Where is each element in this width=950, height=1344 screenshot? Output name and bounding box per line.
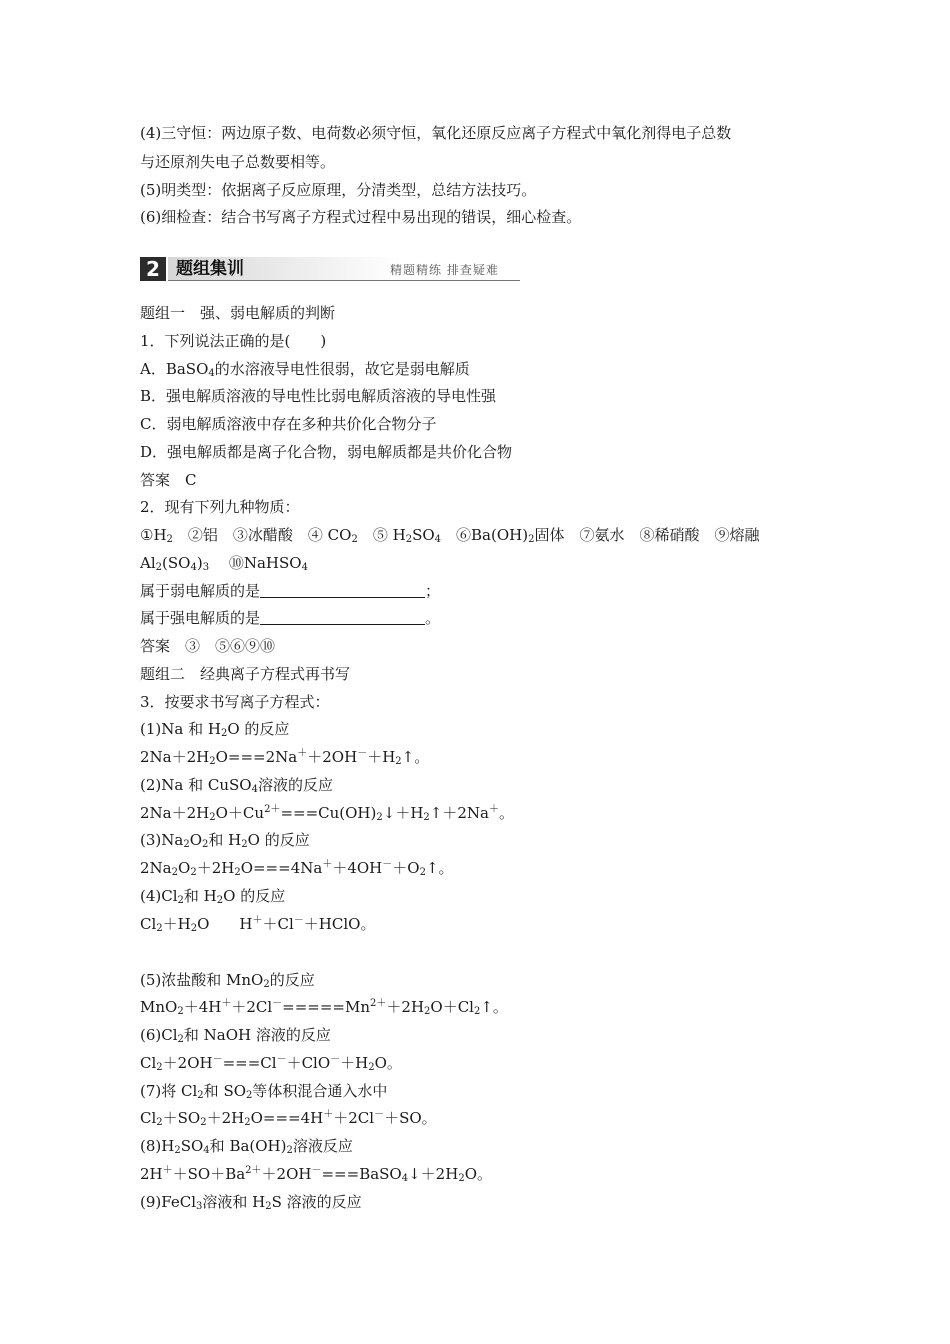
q3-item7-title: (7)将 $Cl_2$和 $SO_2$等体积混合通入水中 xyxy=(140,1082,388,1101)
q1-stem: 1．下列说法正确的是( ) xyxy=(140,332,327,350)
q1-option-a: A．BaSO$_4$的水溶液导电性很弱，故它是弱电解质 xyxy=(140,360,470,379)
q3-item3-title: $(3)Na_2O_2$和 $H_2O$ 的反应 xyxy=(140,831,310,850)
q3-item1-equation: $2Na+2H_2O===2Na^++2OH^-+H_2↑$。 xyxy=(140,748,430,767)
group1-title: 题组一 强、弱电解质的判断 xyxy=(140,304,336,322)
q2-strong-electrolyte-prompt: 属于强电解质的是 。 xyxy=(140,609,441,627)
q3-item2-title: (2)Na 和 CuSO$_4$溶液的反应 xyxy=(140,776,333,795)
q3-item9-title: (9)FeCl$_3$溶液和 $H_2S$ 溶液的反应 xyxy=(140,1193,362,1212)
q3-item5-equation: $MnO_2+4H^++2Cl^-=====Mn^{2+}+2H_2O+Cl_2↑$。 xyxy=(140,998,508,1017)
q3-item5-title: (5)浓盐酸和 MnO$_2$的反应 xyxy=(140,971,315,990)
note-4-line1: (4)三守恒：两边原子数、电荷数必须守恒，氧化还原反应离子方程式中氧化剂得电子总数 xyxy=(140,124,732,142)
group2-title: 题组二 经典离子方程式再书写 xyxy=(140,665,351,683)
q1-option-c: C．弱电解质溶液中存在多种共价化合物分子 xyxy=(140,415,437,433)
q3-item2-equation: $2Na+2H_2O+Cu^{2+}===Cu(OH)_2↓+H_2↑+2Na^+$。 xyxy=(140,804,514,823)
section-title-box xyxy=(168,257,400,281)
q3-item4-title: $(4)Cl_2$和 $H_2O$ 的反应 xyxy=(140,887,286,906)
q3-item3-equation: $2Na_2O_2+2H_2O===4Na^++4OH^-+O_2↑$。 xyxy=(140,859,454,878)
q1-answer: 答案 C xyxy=(140,471,197,489)
q2-weak-electrolyte-prompt: 属于弱电解质的是 ； xyxy=(140,582,441,600)
section-subtitle: 精题精练 排查疑难 xyxy=(390,263,499,277)
q3-stem: 3．按要求书写离子方程式： xyxy=(140,693,330,711)
section-title: 题组集训 xyxy=(176,259,244,279)
q2-substances-line1: $①H_2$ ②铝 ③冰醋酸 ④ $CO_2$ ⑤ $H_2SO_4$ $⑥Ba(OH)_2$固体 ⑦氨水 ⑧稀硝酸 ⑨熔融 xyxy=(140,526,760,545)
q3-item6-title: $(6)Cl_2$和 NaOH 溶液的反应 xyxy=(140,1026,331,1045)
section-number-badge: 2 xyxy=(140,257,166,281)
q3-item4-equation: $Cl_2+H_2O$ H＋＋Cl－＋HClO。 xyxy=(140,915,376,934)
section-divider xyxy=(168,280,520,281)
q1-option-b: B．强电解质溶液的导电性比弱电解质溶液的导电性强 xyxy=(140,387,497,405)
q2-answer: 答案 ③ ⑤⑥⑨⑩ xyxy=(140,637,276,655)
note-4-line2: 与还原剂失电子总数要相等。 xyxy=(140,153,336,171)
q1-option-d: D．强电解质都是离子化合物，弱电解质都是共价化合物 xyxy=(140,443,513,461)
q2-substances-line2: $Al_2(SO_4)_3$ ⑩NaHSO$_4$ xyxy=(140,554,308,573)
q3-item8-equation: $2H^++SO+Ba^{2+}+2OH^-===BaSO_4↓+2H_2O$。 xyxy=(140,1165,492,1184)
q3-item1-title: (1)Na 和 $H_2O$ 的反应 xyxy=(140,720,290,739)
q3-item8-title: $(8)H_2SO_4$和 $Ba(OH)_2$溶液反应 xyxy=(140,1137,353,1156)
q2-stem: 2．现有下列九种物质： xyxy=(140,498,300,516)
note-6: (6)细检查：结合书写离子方程式过程中易出现的错误，细心检查。 xyxy=(140,208,582,226)
q3-item6-equation: $Cl_2+2OH^-===Cl^-+ClO^-+H_2O$。 xyxy=(140,1054,402,1073)
weak-electrolyte-blank[interactable] xyxy=(260,582,425,598)
note-5: (5)明类型：依据离子反应原理，分清类型，总结方法技巧。 xyxy=(140,181,537,199)
q3-item7-equation: $Cl_2+SO_2+2H_2O===4H^++2Cl^-+SO$。 xyxy=(140,1109,437,1128)
section-header xyxy=(140,257,520,281)
strong-electrolyte-blank[interactable] xyxy=(260,609,425,625)
